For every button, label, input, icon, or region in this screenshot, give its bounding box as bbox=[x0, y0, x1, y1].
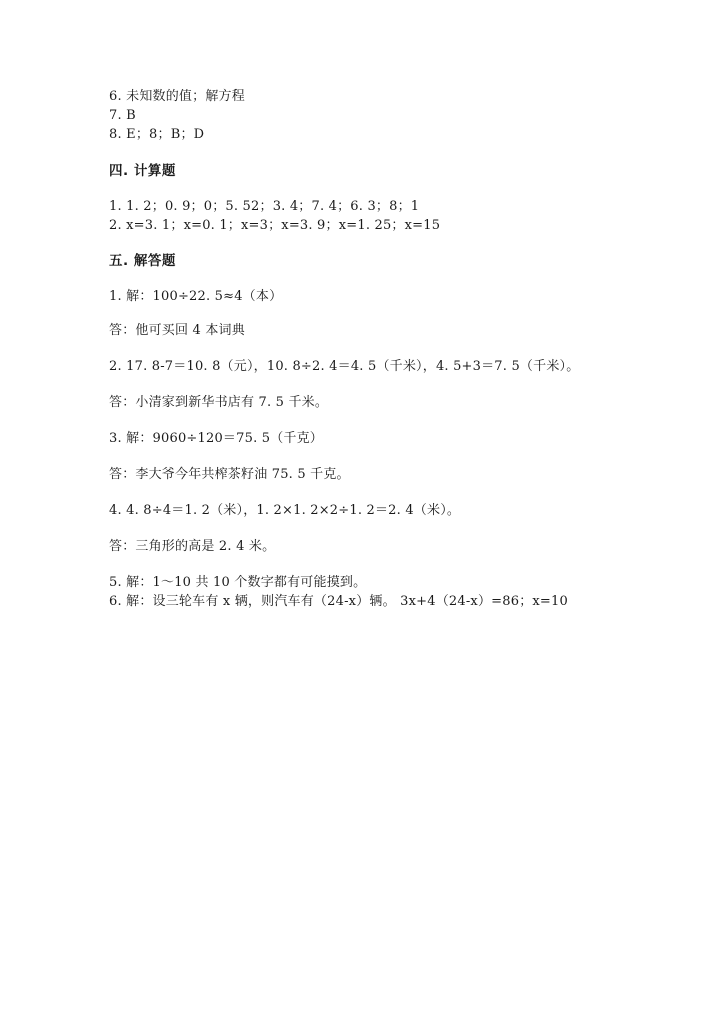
problem-4-solution: 4. 4. 8÷4＝1. 2（米），1. 2×1. 2×2÷1. 2＝2. 4（米）。 bbox=[109, 503, 461, 518]
problem-1-answer: 答：他可买回 4 本词典 bbox=[109, 323, 245, 338]
problem-1-solution: 1. 解：100÷22. 5≈4（本） bbox=[109, 289, 283, 304]
problem-4-answer: 答：三角形的高是 2. 4 米。 bbox=[109, 539, 276, 554]
problem-2-answer: 答：小清家到新华书店有 7. 5 千米。 bbox=[109, 395, 329, 410]
section-heading-calculation: 四. 计算题 bbox=[109, 163, 176, 179]
answer-line-8: 8. E；8；B；D bbox=[109, 127, 205, 142]
section-heading-word-problems: 五. 解答题 bbox=[109, 253, 176, 269]
problem-5-solution: 5. 解：1～10 共 10 个数字都有可能摸到。 bbox=[109, 575, 367, 590]
calculation-answer-1: 1. 1. 2；0. 9；0；5. 52；3. 4；7. 4；6. 3；8；1 bbox=[109, 199, 420, 214]
problem-6-solution: 6. 解：设三轮车有 x 辆，则汽车有（24-x）辆。 3x+4（24-x）=86；x=10 bbox=[109, 594, 568, 609]
problem-3-answer: 答：李大爷今年共榨茶籽油 75. 5 千克。 bbox=[109, 467, 350, 482]
calculation-answer-2: 2. x=3. 1；x=0. 1；x=3；x=3. 9；x=1. 25；x=15 bbox=[109, 218, 441, 233]
problem-3-solution: 3. 解：9060÷120＝75. 5（千克） bbox=[109, 431, 324, 446]
answer-line-6: 6. 未知数的值；解方程 bbox=[109, 89, 245, 104]
answer-line-7: 7. B bbox=[109, 108, 136, 123]
problem-2-solution: 2. 17. 8-7＝10. 8（元），10. 8÷2. 4＝4. 5（千米），4. 5+3＝7. 5（千米）。 bbox=[109, 359, 580, 374]
